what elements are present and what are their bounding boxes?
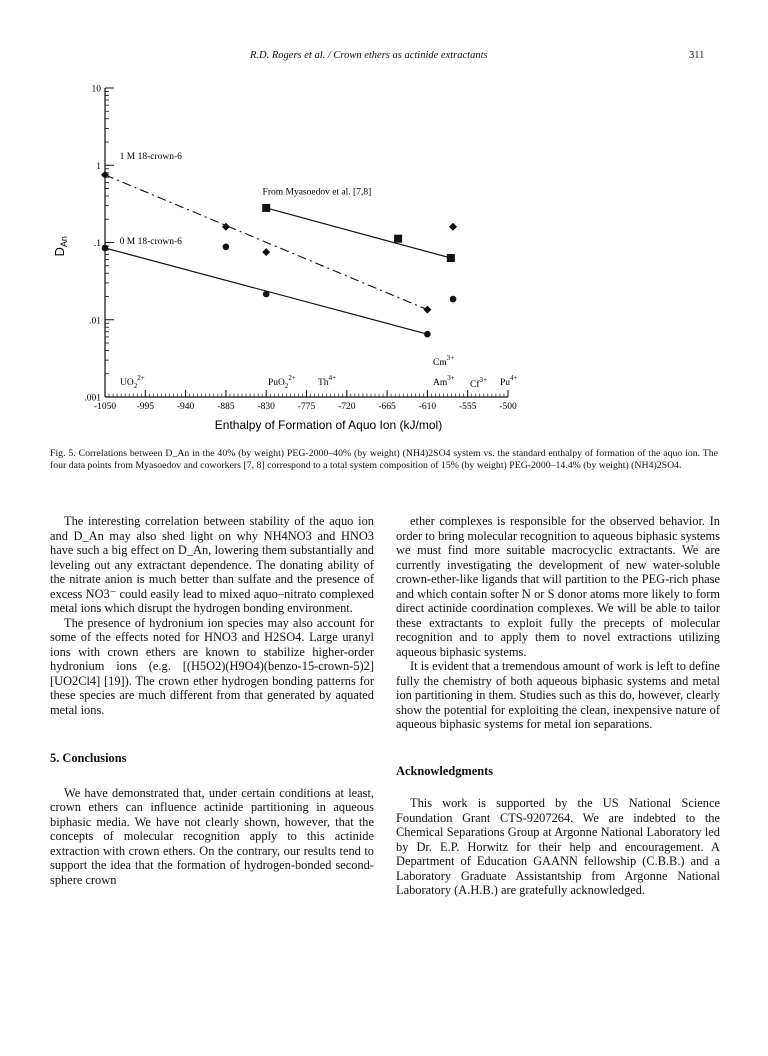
paragraph: It is evident that a tremendous amount of work is left to define fully the chemistry of both aqueous biphasic systems and metal ion partitioning in them. Studies such as this do, however, clearly show the potential for exploiting the clean, inexpensive nature of aqueous biphasic systems for metal ion separations.: [396, 659, 721, 731]
fit-line-myasoedov: [266, 208, 451, 258]
y-tick-label: 10: [91, 84, 101, 95]
figure-caption: [50, 448, 718, 473]
right-column: [396, 514, 720, 898]
diamond-point: [449, 223, 457, 231]
x-tick-label: -940: [176, 402, 195, 412]
paragraph: The presence of hydronium ion species may also account for some of the effects noted for HNO3 and H2SO4. Large uranyl ions with crown ethers are known to stabilize higher-order hydronium ions (e.g. [(H5O2)(H9O4)(benzo-15-crown-5)2][UO2Cl4] [19]). The crown ether hydrogen bonding patterns for these species are much different from that generated by aquated metal ions.: [50, 615, 374, 717]
ion-label: $Pu^{4+}$: [500, 374, 518, 388]
ion-label: $Th^{4+}$: [318, 374, 337, 388]
square-point: [447, 254, 455, 262]
series-label-1m: 1 M 18-crown-6: [119, 152, 182, 163]
section-heading-conclusions: 5. Conclusions: [50, 751, 127, 765]
x-tick-label: -665: [378, 402, 396, 412]
x-axis-ticks: [94, 390, 517, 412]
x-tick-label: -1050: [93, 402, 117, 412]
x-tick-label: -830: [257, 402, 275, 412]
diamond-point: [262, 248, 270, 256]
circle-point: [263, 291, 270, 298]
y-tick-label: .001: [84, 393, 101, 404]
paragraph: ether complexes is responsible for the observed behavior. In order to bring molecular recognition to aqueous biphasic systems we must find more suitable macrocyclic extractants. We are currently investigating the development of new water-soluble crown-ether-like ligands that will partition to the PEG-rich phase and which contain softer N or S donor atoms more likely to form direct actinide coordination complexes. We will be able to tailor these extractants to exploit fully the precepts of molecular recognition and to apply them to novel extractions utilizing aqueous biphasic systems.: [396, 514, 720, 659]
diamond-point: [101, 171, 109, 179]
x-tick-label: -610: [418, 402, 437, 412]
paragraph: We have demonstrated that, under certain conditions at least, crown ethers can influence actinide partitioning in aqueous biphasic media. We have not clearly shown, however, that the concepts of molecular recognition apply to this actinide extraction with crown ethers. On the contrary, our results tend to support the idea that the formation of hydrogen-bonded second-sphere crown: [50, 785, 374, 887]
circle-point: [424, 331, 431, 338]
x-tick-label: -775: [297, 402, 316, 412]
ion-label: PuO$_2^{2+}$: [268, 374, 296, 390]
ion-label: $UO_2^{2+}$: [120, 374, 145, 390]
y-axis-label: $D_{An}$: [52, 236, 69, 257]
x-tick-label: -720: [338, 402, 356, 412]
x-tick-label: -500: [499, 402, 517, 412]
caption-text: Correlations between D_An in the 40% (by weight) PEG-2000–40% (by weight) (NH4)2SO4 system vs. the standard enthalpy of formation of the aquo ion. The four data points from Myasoedov and coworkers [7, 8] correspond to a total system composition of 15% (by weight) PEG-2000–14.4% (by weight) (NH4)2SO4.: [50, 448, 718, 472]
y-tick-label: .01: [89, 316, 101, 327]
circle-point: [223, 243, 230, 250]
chart-labels: [52, 152, 518, 432]
figure-5-chart: [0, 70, 768, 446]
square-point: [262, 204, 270, 212]
x-tick-label: -555: [458, 402, 477, 412]
circle-point: [450, 296, 457, 303]
ion-label: $Cm^{3+}$: [433, 354, 455, 368]
square-point: [394, 235, 402, 243]
x-tick-label: -885: [217, 402, 235, 412]
y-axis-ticks: [84, 85, 114, 404]
series-label-myasoedov: From Myasoedov et al. [7,8]: [262, 187, 372, 198]
page-number: 311: [689, 50, 705, 61]
running-title: R.D. Rogers et al. / Crown ethers as actinide extractants: [250, 50, 488, 61]
diamond-point: [423, 306, 431, 314]
x-axis-label: Enthalpy of Formation of Aquo Ion (kJ/mol): [214, 418, 443, 432]
circle-point: [102, 245, 109, 252]
y-tick-label: .1: [93, 239, 101, 249]
series-label-0m: 0 M 18-crown-6: [119, 237, 182, 248]
paragraph: The interesting correlation between stability of the aquo ion and D_An may also shed light on why NH4NO3 and HNO3 have such a big effect on D_An, lowering them substantially and leveling out any extractant dependence. The donating ability of the nitrate anion is much better than sulfate and the presence of excess NO3⁻ could easily lead to mixed aquo–nitrato complexed metal ions which disrupt the hydrogen bonding environment.: [50, 514, 374, 615]
caption-label: Fig. 5.: [50, 448, 76, 459]
left-column: [50, 514, 374, 887]
paragraph: This work is supported by the US National Science Foundation Grant CTS-9207264. We are indebted to the Chemical Separations Group at Argonne National Laboratory led by Dr. E.P. Horwitz for their help and encouragement. A Department of Education GAANN fellowship (C.B.B.) and a Laboratory Graduate Assistantship from Argonne National Laboratory (A.H.B.) are gratefully acknowledged.: [396, 796, 720, 897]
fit-lines: [105, 175, 451, 334]
section-heading-acknowledgments: Acknowledgments: [396, 763, 494, 778]
x-tick-label: -995: [136, 402, 155, 412]
ion-label: $Cf^{3+}$: [470, 376, 487, 390]
y-tick-label: 1: [96, 161, 101, 172]
running-header: [0, 50, 768, 66]
ion-label: $Am^{3+}$: [433, 374, 455, 388]
